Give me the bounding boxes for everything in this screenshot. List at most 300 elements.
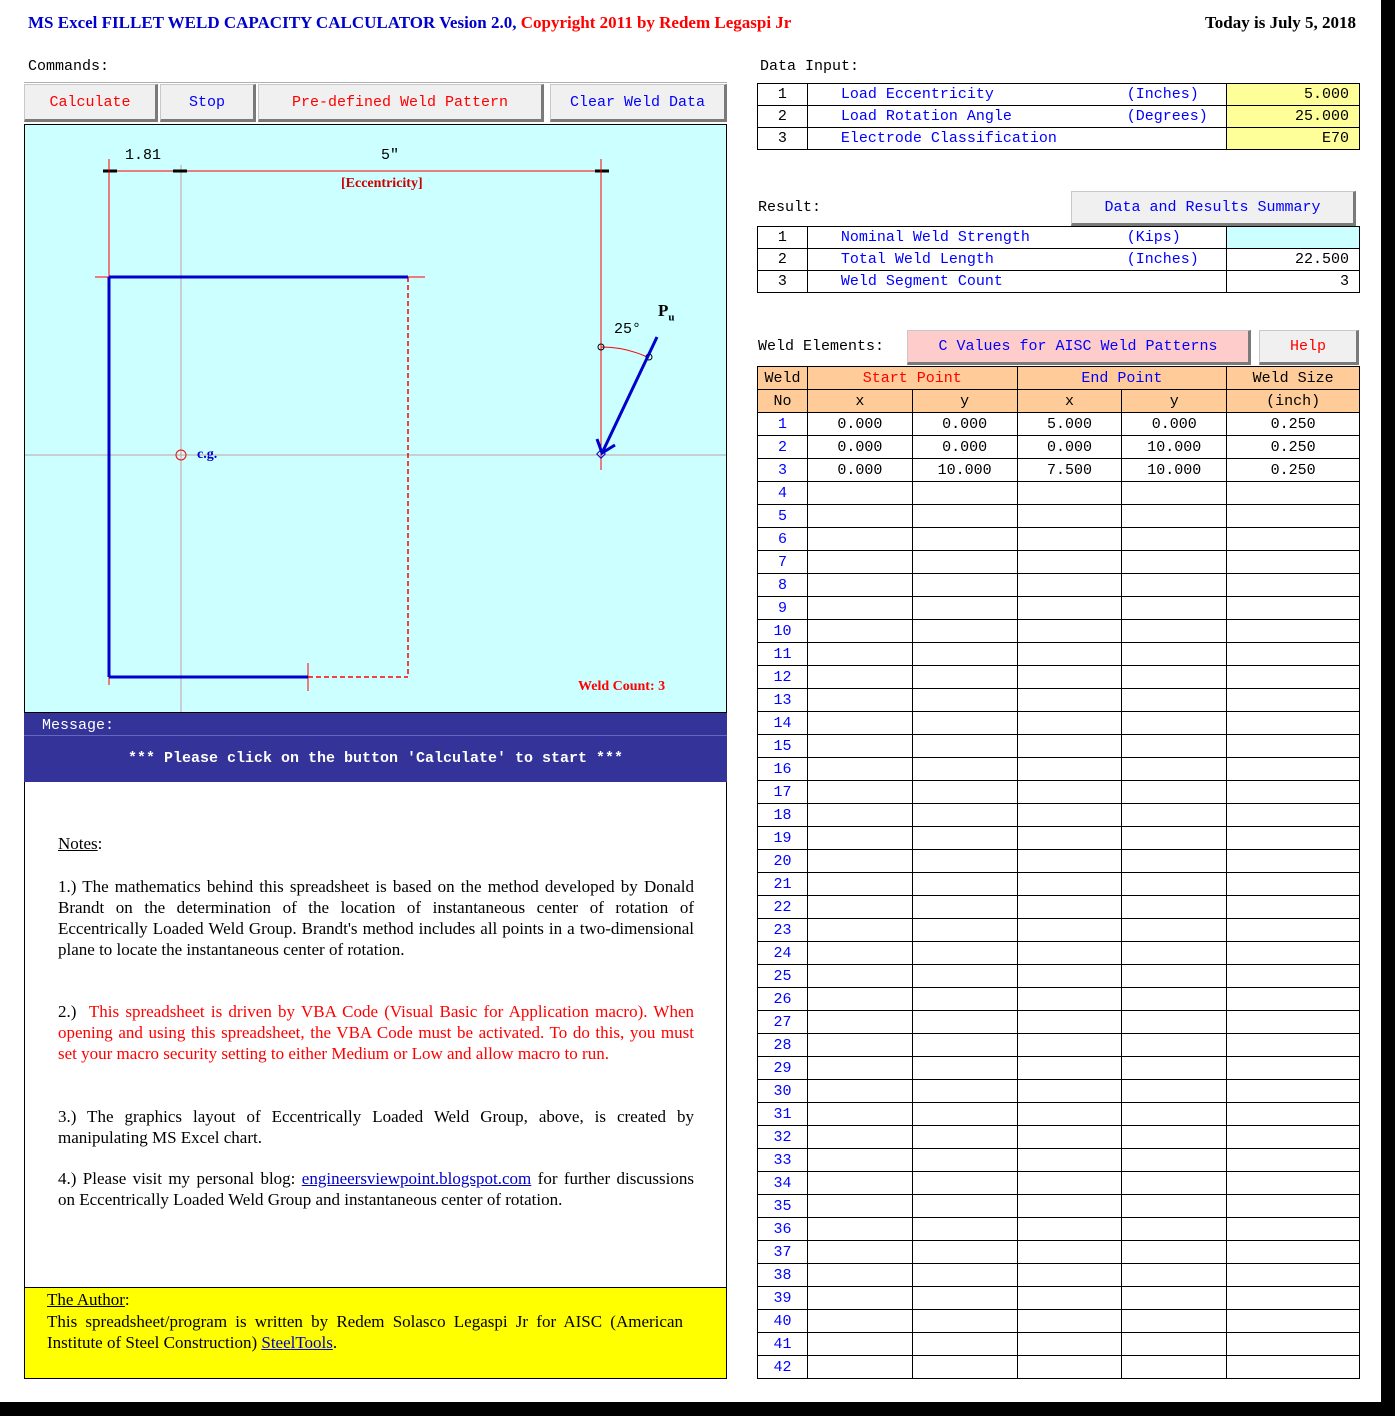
start-y-cell[interactable] [912,689,1017,712]
end-x-cell[interactable]: 5.000 [1017,413,1122,436]
end-x-cell[interactable] [1017,919,1122,942]
data-input-table [757,83,1360,150]
steeltools-link[interactable]: SteelTools [261,1333,333,1352]
end-y-cell[interactable] [1122,1126,1227,1149]
start-y-cell[interactable] [912,1080,1017,1103]
dim-left-label: 1.81 [125,147,162,164]
start-y-cell[interactable] [912,1103,1017,1126]
weld-size-cell[interactable] [1227,1126,1360,1149]
start-y-cell[interactable] [912,804,1017,827]
help-button[interactable]: Help [1259,330,1359,365]
weld-size-cell[interactable] [1227,1034,1360,1057]
result-unit: (Inches) [1127,249,1227,271]
weld-size-cell[interactable] [1227,643,1360,666]
start-x-cell[interactable] [807,574,912,597]
end-x-cell[interactable]: 7.500 [1017,459,1122,482]
weld-row-number: 10 [758,620,808,643]
start-x-cell[interactable] [807,620,912,643]
weld-size-cell[interactable] [1227,1149,1360,1172]
blog-link[interactable]: engineersviewpoint.blogspot.com [301,1169,532,1188]
end-x-cell[interactable] [1017,666,1122,689]
weld-size-cell[interactable] [1227,850,1360,873]
author-heading: The Author: [47,1290,130,1309]
end-x-cell[interactable] [1017,1126,1122,1149]
end-y-cell[interactable]: 0.000 [1122,413,1227,436]
end-y-cell[interactable] [1122,1172,1227,1195]
result-row [758,271,1360,293]
data-results-summary-button[interactable]: Data and Results Summary [1071,191,1356,226]
input-value[interactable]: E70 [1227,128,1360,150]
weld-size-cell[interactable]: 0.250 [1227,413,1360,436]
weld-size-cell[interactable] [1227,1195,1360,1218]
start-x-cell[interactable] [807,712,912,735]
end-x-cell[interactable] [1017,643,1122,666]
start-y-cell[interactable] [912,505,1017,528]
end-y-cell[interactable] [1122,1287,1227,1310]
start-x-cell[interactable] [807,482,912,505]
end-y-cell[interactable] [1122,758,1227,781]
weld-size-cell[interactable] [1227,735,1360,758]
start-x-cell[interactable] [807,942,912,965]
end-y-cell[interactable] [1122,528,1227,551]
end-x-cell[interactable] [1017,620,1122,643]
weld-size-cell[interactable] [1227,666,1360,689]
weld-size-cell[interactable] [1227,1172,1360,1195]
weld-size-cell[interactable] [1227,1103,1360,1126]
end-y-cell[interactable] [1122,1011,1227,1034]
end-x-cell[interactable] [1017,781,1122,804]
weld-size-cell[interactable] [1227,1011,1360,1034]
header-weld: Weld [758,367,808,390]
end-y-cell[interactable] [1122,1103,1227,1126]
end-x-cell[interactable] [1017,1080,1122,1103]
start-y-cell[interactable] [912,965,1017,988]
weld-size-cell[interactable] [1227,620,1360,643]
end-x-cell[interactable] [1017,758,1122,781]
clear-weld-data-button[interactable]: Clear Weld Data [550,84,727,122]
data-input-row [758,128,1360,150]
start-x-cell[interactable] [807,505,912,528]
start-x-cell[interactable] [807,1057,912,1080]
weld-row-number: 14 [758,712,808,735]
end-y-cell[interactable] [1122,850,1227,873]
app-title: MS Excel FILLET WELD CAPACITY CALCULATOR Vesion 2.0, Copyright 2011 by Redem Legaspi Jr [28,13,792,32]
input-value[interactable]: 5.000 [1227,84,1360,106]
end-x-cell[interactable] [1017,505,1122,528]
author-section [24,1287,727,1379]
end-x-cell[interactable] [1017,1057,1122,1080]
weld-size-cell[interactable] [1227,827,1360,850]
end-x-cell[interactable] [1017,482,1122,505]
weld-size-cell[interactable] [1227,1333,1360,1356]
end-x-cell[interactable] [1017,574,1122,597]
start-y-cell[interactable] [912,1057,1017,1080]
eccentricity-label: [Eccentricity] [341,176,423,191]
end-x-cell[interactable] [1017,1011,1122,1034]
end-y-cell[interactable] [1122,1034,1227,1057]
start-x-cell[interactable] [807,781,912,804]
weld-size-cell[interactable] [1227,1356,1360,1379]
end-x-cell[interactable] [1017,1356,1122,1379]
weld-row-number: 15 [758,735,808,758]
end-y-cell[interactable] [1122,804,1227,827]
start-x-cell[interactable] [807,1149,912,1172]
end-x-cell[interactable] [1017,873,1122,896]
start-y-cell[interactable] [912,758,1017,781]
end-x-cell[interactable] [1017,988,1122,1011]
message-label: Message: [42,717,115,734]
end-x-cell[interactable] [1017,551,1122,574]
weld-row-number: 28 [758,1034,808,1057]
start-x-cell[interactable] [807,1310,912,1333]
weld-size-cell[interactable] [1227,574,1360,597]
weld-row-number: 30 [758,1080,808,1103]
end-x-cell[interactable] [1017,1264,1122,1287]
end-x-cell[interactable] [1017,528,1122,551]
end-y-cell[interactable] [1122,896,1227,919]
end-y-cell[interactable] [1122,1080,1227,1103]
weld-size-cell[interactable] [1227,1241,1360,1264]
weld-size-cell[interactable] [1227,873,1360,896]
weld-size-cell[interactable] [1227,896,1360,919]
weld-size-cell[interactable] [1227,528,1360,551]
start-y-cell[interactable] [912,1172,1017,1195]
weld-row [758,1149,1360,1172]
weld-row [758,689,1360,712]
end-y-cell[interactable] [1122,620,1227,643]
result-value [1227,227,1360,249]
start-x-cell[interactable] [807,528,912,551]
weld-row [758,1287,1360,1310]
end-y-cell[interactable] [1122,1241,1227,1264]
start-x-cell[interactable] [807,1126,912,1149]
start-x-cell[interactable] [807,735,912,758]
start-y-cell[interactable] [912,1195,1017,1218]
end-x-cell[interactable] [1017,1172,1122,1195]
end-y-cell[interactable] [1122,735,1227,758]
end-x-cell[interactable] [1017,1241,1122,1264]
weld-size-cell[interactable] [1227,1218,1360,1241]
weld-row-number: 17 [758,781,808,804]
notes-heading: Notes: [58,834,103,853]
start-x-cell[interactable] [807,758,912,781]
start-y-cell[interactable]: 0.000 [912,413,1017,436]
end-y-cell[interactable] [1122,988,1227,1011]
weld-size-cell[interactable] [1227,689,1360,712]
end-y-cell[interactable] [1122,942,1227,965]
end-y-cell[interactable] [1122,1333,1227,1356]
weld-row [758,988,1360,1011]
start-x-cell[interactable] [807,1011,912,1034]
end-y-cell[interactable] [1122,1149,1227,1172]
header-end-x: x [1017,390,1122,413]
start-x-cell[interactable] [807,1034,912,1057]
start-y-cell[interactable]: 10.000 [912,459,1017,482]
weld-row [758,735,1360,758]
message-text: *** Please click on the button 'Calculate' to start *** [127,750,624,767]
end-y-cell[interactable] [1122,1264,1227,1287]
weld-size-cell[interactable] [1227,988,1360,1011]
message-box [24,713,727,782]
end-x-cell[interactable] [1017,1218,1122,1241]
end-x-cell[interactable] [1017,1310,1122,1333]
start-x-cell[interactable] [807,873,912,896]
header-start-y: y [912,390,1017,413]
weld-row [758,942,1360,965]
end-x-cell[interactable] [1017,689,1122,712]
weld-size-cell[interactable] [1227,804,1360,827]
header-weld-size: Weld Size [1227,367,1360,390]
weld-row-number: 21 [758,873,808,896]
result-table [757,226,1360,293]
weld-row [758,1241,1360,1264]
end-x-cell[interactable] [1017,712,1122,735]
input-value[interactable]: 25.000 [1227,106,1360,128]
weld-size-cell[interactable] [1227,781,1360,804]
header-start-x: x [807,390,912,413]
end-x-cell[interactable] [1017,1149,1122,1172]
end-x-cell[interactable] [1017,850,1122,873]
start-x-cell[interactable] [807,827,912,850]
end-y-cell[interactable] [1122,597,1227,620]
calculate-button[interactable]: Calculate [24,84,158,122]
start-x-cell[interactable] [807,1218,912,1241]
weld-elements-table [757,366,1360,1379]
weld-row [758,574,1360,597]
c-values-button[interactable]: C Values for AISC Weld Patterns [907,330,1251,365]
copyright: Copyright 2011 by Redem Legaspi Jr [520,13,792,32]
start-x-cell[interactable]: 0.000 [807,436,912,459]
weld-row-number: 3 [758,459,808,482]
start-x-cell[interactable] [807,1172,912,1195]
weld-size-cell[interactable] [1227,758,1360,781]
start-y-cell[interactable] [912,1034,1017,1057]
end-y-cell[interactable] [1122,666,1227,689]
weld-row [758,1218,1360,1241]
input-name: Load Rotation Angle [807,106,1126,128]
start-y-cell[interactable] [912,1356,1017,1379]
start-y-cell[interactable] [912,1011,1017,1034]
end-y-cell[interactable] [1122,643,1227,666]
start-x-cell[interactable] [807,551,912,574]
input-row-number: 1 [758,84,808,106]
weld-size-cell[interactable] [1227,1264,1360,1287]
start-x-cell[interactable]: 0.000 [807,413,912,436]
start-y-cell[interactable] [912,574,1017,597]
weld-size-cell[interactable] [1227,942,1360,965]
start-y-cell[interactable] [912,942,1017,965]
start-x-cell[interactable] [807,689,912,712]
note-1: 1.) The mathematics behind this spreadsheet is based on the method developed by Donald Brandt on the determination of the location of instantaneous center of rotation of Eccentrically Loaded Weld Group. Brandt's method includes all points in a two-dimensional plane to locate the instantaneous center of rotation. [58,877,694,959]
start-y-cell[interactable] [912,1241,1017,1264]
start-y-cell[interactable]: 0.000 [912,436,1017,459]
start-y-cell[interactable] [912,712,1017,735]
end-y-cell[interactable]: 10.000 [1122,459,1227,482]
start-y-cell[interactable] [912,551,1017,574]
end-y-cell[interactable] [1122,965,1227,988]
end-y-cell[interactable] [1122,551,1227,574]
start-x-cell[interactable] [807,965,912,988]
start-x-cell[interactable] [807,1287,912,1310]
weld-size-cell[interactable] [1227,712,1360,735]
weld-size-cell[interactable] [1227,482,1360,505]
weld-row-number: 22 [758,896,808,919]
end-x-cell[interactable] [1017,1103,1122,1126]
weld-size-cell[interactable]: 0.250 [1227,436,1360,459]
start-y-cell[interactable] [912,1149,1017,1172]
start-x-cell[interactable] [807,597,912,620]
note-3: 3.) The graphics layout of Eccentrically Loaded Weld Group, above, is created by manipulating MS Excel chart. [58,1107,694,1147]
start-y-cell[interactable] [912,666,1017,689]
start-y-cell[interactable] [912,1333,1017,1356]
start-y-cell[interactable] [912,1287,1017,1310]
end-x-cell[interactable] [1017,827,1122,850]
start-y-cell[interactable] [912,1126,1017,1149]
end-x-cell[interactable] [1017,735,1122,758]
end-y-cell[interactable] [1122,781,1227,804]
end-y-cell[interactable] [1122,712,1227,735]
end-y-cell[interactable] [1122,873,1227,896]
end-y-cell[interactable] [1122,1356,1227,1379]
start-x-cell[interactable] [807,1333,912,1356]
start-x-cell[interactable]: 0.000 [807,459,912,482]
weld-group-diagram [24,124,727,713]
end-x-cell[interactable] [1017,965,1122,988]
start-x-cell[interactable] [807,804,912,827]
weld-row-number: 4 [758,482,808,505]
note-2: 2.) This spreadsheet is driven by VBA Code (Visual Basic for Application macro). When opening and using this spreadsheet, the VBA Code must be activated. To do this, you must set your macro security setting to either Medium or Low and allow macro to run. [58,1002,694,1063]
start-y-cell[interactable] [912,988,1017,1011]
end-x-cell[interactable] [1017,597,1122,620]
note-4: 4.) Please visit my personal blog: engineersviewpoint.blogspot.com for further discussions on Eccentrically Loaded Weld Group and instantaneous center of rotation. [58,1169,694,1209]
weld-row [758,1126,1360,1149]
result-name: Weld Segment Count [807,271,1126,293]
weld-size-cell[interactable] [1227,505,1360,528]
end-x-cell[interactable]: 0.000 [1017,436,1122,459]
end-x-cell[interactable] [1017,1287,1122,1310]
start-x-cell[interactable] [807,919,912,942]
stop-button[interactable]: Stop [160,84,256,122]
start-y-cell[interactable] [912,919,1017,942]
start-y-cell[interactable] [912,1310,1017,1333]
end-y-cell[interactable] [1122,1218,1227,1241]
start-x-cell[interactable] [807,1103,912,1126]
weld-size-cell[interactable] [1227,919,1360,942]
start-x-cell[interactable] [807,666,912,689]
start-y-cell[interactable] [912,827,1017,850]
end-x-cell[interactable] [1017,804,1122,827]
data-input-row [758,106,1360,128]
result-unit: (Kips) [1127,227,1227,249]
input-row-number: 3 [758,128,808,150]
weld-row [758,827,1360,850]
weld-row [758,643,1360,666]
start-y-cell[interactable] [912,873,1017,896]
end-y-cell[interactable] [1122,574,1227,597]
weld-row-number: 19 [758,827,808,850]
start-y-cell[interactable] [912,528,1017,551]
weld-size-cell[interactable] [1227,597,1360,620]
end-x-cell[interactable] [1017,1333,1122,1356]
weld-size-cell[interactable] [1227,1287,1360,1310]
weld-row-number: 42 [758,1356,808,1379]
weld-row [758,965,1360,988]
start-x-cell[interactable] [807,1195,912,1218]
result-label: Result: [758,199,822,216]
start-y-cell[interactable] [912,597,1017,620]
weld-row-number: 35 [758,1195,808,1218]
start-x-cell[interactable] [807,988,912,1011]
start-y-cell[interactable] [912,1218,1017,1241]
end-y-cell[interactable] [1122,505,1227,528]
start-x-cell[interactable] [807,896,912,919]
weld-row [758,1356,1360,1379]
start-y-cell[interactable] [912,781,1017,804]
end-y-cell[interactable] [1122,827,1227,850]
end-x-cell[interactable] [1017,896,1122,919]
angle-arc [601,347,647,357]
end-x-cell[interactable] [1017,1034,1122,1057]
end-y-cell[interactable] [1122,689,1227,712]
end-y-cell[interactable]: 10.000 [1122,436,1227,459]
result-row-number: 3 [758,271,808,293]
start-y-cell[interactable] [912,896,1017,919]
weld-row-number: 27 [758,1011,808,1034]
start-x-cell[interactable] [807,1241,912,1264]
start-y-cell[interactable] [912,735,1017,758]
start-y-cell[interactable] [912,620,1017,643]
end-y-cell[interactable] [1122,1195,1227,1218]
end-x-cell[interactable] [1017,942,1122,965]
weld-row-number: 37 [758,1241,808,1264]
weld-diagram-svg [25,125,726,712]
weld-row [758,781,1360,804]
input-row-number: 2 [758,106,808,128]
start-x-cell[interactable] [807,1080,912,1103]
input-unit: (Inches) [1127,84,1227,106]
predefined-weld-pattern-button[interactable]: Pre-defined Weld Pattern [258,84,544,122]
today-date: Today is July 5, 2018 [1205,13,1356,32]
end-x-cell[interactable] [1017,1195,1122,1218]
weld-size-cell[interactable] [1227,965,1360,988]
weld-row [758,1103,1360,1126]
weld-size-cell[interactable]: 0.250 [1227,459,1360,482]
header-no: No [758,390,808,413]
end-y-cell[interactable] [1122,919,1227,942]
weld-size-cell[interactable] [1227,1080,1360,1103]
weld-row [758,459,1360,482]
input-unit [1127,128,1227,150]
result-value: 22.500 [1227,249,1360,271]
start-x-cell[interactable] [807,1264,912,1287]
start-x-cell[interactable] [807,1356,912,1379]
weld-size-cell[interactable] [1227,551,1360,574]
weld-row [758,436,1360,459]
start-y-cell[interactable] [912,482,1017,505]
start-x-cell[interactable] [807,850,912,873]
end-y-cell[interactable] [1122,482,1227,505]
end-y-cell[interactable] [1122,1057,1227,1080]
weld-row-number: 1 [758,413,808,436]
start-y-cell[interactable] [912,1264,1017,1287]
start-x-cell[interactable] [807,643,912,666]
end-y-cell[interactable] [1122,1310,1227,1333]
start-y-cell[interactable] [912,643,1017,666]
weld-size-cell[interactable] [1227,1057,1360,1080]
start-y-cell[interactable] [912,850,1017,873]
weld-row [758,505,1360,528]
weld-size-cell[interactable] [1227,1310,1360,1333]
